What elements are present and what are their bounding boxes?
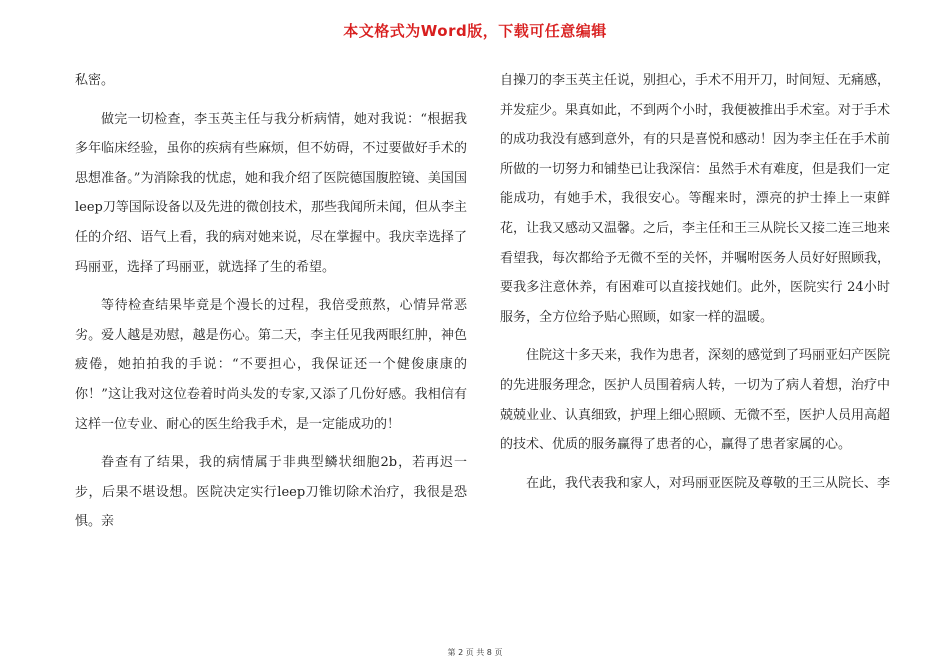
document-banner: 本文格式为Word版，下载可任意编辑 [343, 22, 607, 40]
paragraph: 做完一切检查，李玉英主任与我分析病情，她对我说：“根据我多年临床经验，虽你的疾病有些麻烦，但不妨碍，不过要做好手术的思想准备。”为消除我的忧虑，她和我介绍了医院德国腹腔镜、美国国leep刀等国际设备以及先进的微创技术，那些我闻所未闻，但从李主任的介绍、语气上看，我的病对她来说，尽在掌握中。我庆幸选择了玛丽亚，选择了玛丽亚，就选择了生的希望。 [75, 111, 467, 275]
paragraph: 私密。 [75, 73, 115, 88]
paragraph: 等待检查结果毕竟是个漫长的过程，我倍受煎熬，心情异常恶劣。爱人越是劝慰，越是伤心。第二天，李主任见我两眼红肿，神色疲倦，她拍拍我的手说：“不要担心，我保证还一个健俊康康的你！”这让我对这位卷着时尚头发的专家,又添了几份好感。我相信有这样一位专业、耐心的医生给我手术，是一定能成功的！ [75, 298, 467, 432]
right-text-column [500, 66, 890, 507]
paragraph: 住院这十多天来，我作为患者，深刻的感觉到了玛丽亚妇产医院的先进服务理念，医护人员围着病人转，一切为了病人着想，治疗中兢兢业业、认真细致，护理上细心照顾、无微不至，医护人员用高超的技术、优质的服务赢得了患者的心，赢得了患者家属的心。 [500, 348, 891, 453]
paragraph: 自操刀的李玉英主任说，别担心，手术不用开刀，时间短、无痛感，并发症少。果真如此，不到两个小时，我便被推出手术室。对于手术的成功我没有感到意外，有的只是喜悦和感动！因为李主任在手术前所做的一切努力和铺垫已让我深信：虽然手术有难度，但是我们一定能成功，有她手术，我很安心。等醒来时，漂亮的护士捧上一束鲜花，让我又感动又温馨。之后，李主任和王三从院长又接二连三地来看望我，每次都给予无微不至的关怀，并嘱咐医务人员好好照顾我，要我多注意休养，有困难可以直接找她们。此外，医院实行 24小时服务，全方位给予贴心照顾，如家一样的温暖。 [500, 73, 891, 325]
paragraph: 眷查有了结果，我的病情属于非典型鳞状细胞2b，若再迟一步，后果不堪设想。医院决定实行leep刀锥切除术治疗，我很是恐惧。亲 [75, 455, 467, 530]
left-text-column [75, 66, 467, 546]
page-number-footer: 第 2 页 共 8 页 [447, 648, 503, 657]
paragraph: 在此，我代表我和家人，对玛丽亚医院及尊敬的王三从院长、李 [526, 475, 891, 491]
